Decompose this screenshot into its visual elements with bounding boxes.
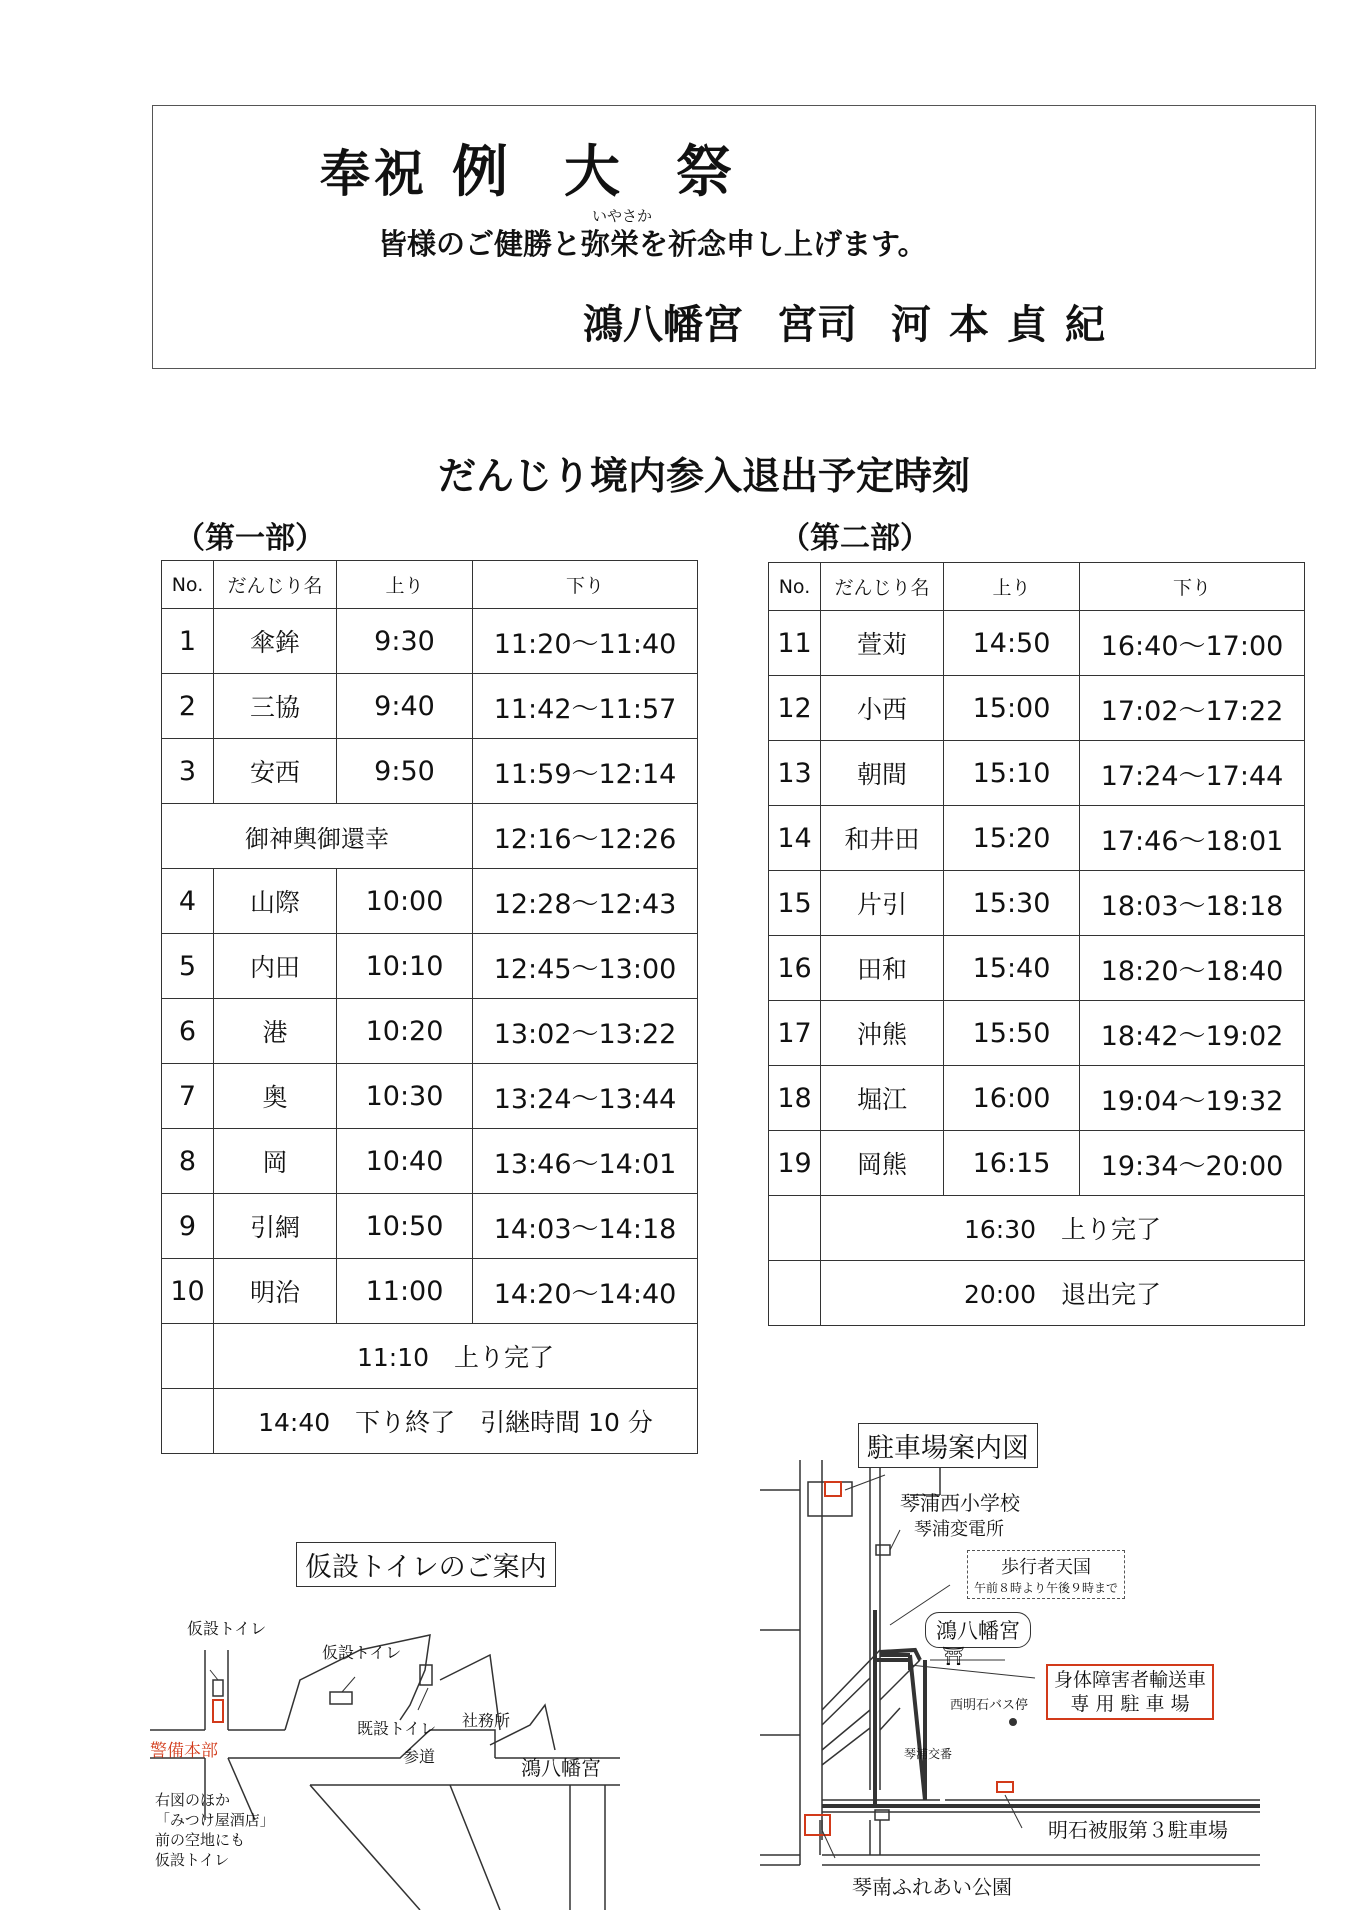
descend-time: 17:02～17:22	[1080, 676, 1305, 741]
table-header-row	[162, 561, 698, 609]
summary-row	[769, 1261, 1305, 1326]
danjiri-name: 片引	[821, 871, 944, 936]
summary-row	[162, 1389, 698, 1454]
part1-label: （第一部）	[175, 521, 325, 556]
table-row	[769, 936, 1305, 1001]
mikoshi-row	[162, 804, 698, 869]
descend-time: 17:46～18:01	[1080, 806, 1305, 871]
table-row	[162, 999, 698, 1064]
signature: 鴻八幡宮 宮司 河本貞紀	[583, 301, 1123, 348]
part2-ascend-complete: 16:30 上り完了	[821, 1196, 1305, 1261]
existing-toilet-label: 既設トイレ	[357, 1719, 437, 1738]
substation-label: 琴浦変電所	[914, 1519, 1004, 1540]
danjiri-name: 岡	[214, 1129, 337, 1194]
toilet-map-title: 仮設トイレのご案内	[296, 1542, 556, 1587]
shrine-label: 鴻八幡宮	[521, 1756, 601, 1780]
row-number: 16	[769, 936, 821, 1001]
row-number: 6	[162, 999, 214, 1064]
row-number: 9	[162, 1194, 214, 1259]
danjiri-name: 岡熊	[821, 1131, 944, 1196]
row-number: 17	[769, 1001, 821, 1066]
row-number: 12	[769, 676, 821, 741]
furigana: いやさか	[592, 207, 653, 225]
descend-time: 18:03～18:18	[1080, 871, 1305, 936]
ascend-time: 14:50	[944, 611, 1080, 676]
descend-time: 14:20～14:40	[473, 1259, 698, 1324]
ascend-time: 10:40	[337, 1129, 473, 1194]
ascend-time: 15:20	[944, 806, 1080, 871]
descend-time: 11:59～12:14	[473, 739, 698, 804]
row-number: 13	[769, 741, 821, 806]
pedestrian-label: 歩行者天国	[1001, 1557, 1091, 1578]
ascend-time: 15:50	[944, 1001, 1080, 1066]
danjiri-name: 引網	[214, 1194, 337, 1259]
danjiri-name: 萱苅	[821, 611, 944, 676]
row-number: 15	[769, 871, 821, 936]
table-row	[162, 609, 698, 674]
note-line: 右図のほか	[155, 1791, 231, 1809]
table-row	[769, 741, 1305, 806]
office-label: 社務所	[462, 1711, 511, 1730]
ascend-time: 10:50	[337, 1194, 473, 1259]
table-row	[769, 1066, 1305, 1131]
descend-time: 13:02～13:22	[473, 999, 698, 1064]
col-header: 下り	[1080, 563, 1305, 611]
ascend-time: 10:10	[337, 934, 473, 999]
part2-exit-complete: 20:00 退出完了	[821, 1261, 1305, 1326]
ascend-time: 16:00	[944, 1066, 1080, 1131]
header-title: 奉祝 例大祭	[320, 139, 788, 205]
table-row	[162, 869, 698, 934]
table-row	[769, 676, 1305, 741]
table-row	[162, 739, 698, 804]
danjiri-name: 山際	[214, 869, 337, 934]
park-label: 琴南ふれあい公園	[852, 1875, 1012, 1899]
danjiri-name: 和井田	[821, 806, 944, 871]
ascend-time: 15:10	[944, 741, 1080, 806]
ascend-time: 10:20	[337, 999, 473, 1064]
parking-map-title: 駐車場案内図	[858, 1423, 1038, 1468]
col-header: No.	[769, 563, 821, 611]
pedestrian-zone-box	[967, 1550, 1125, 1599]
row-number: 18	[769, 1066, 821, 1131]
row-number: 11	[769, 611, 821, 676]
danjiri-name: 港	[214, 999, 337, 1064]
row-number: 8	[162, 1129, 214, 1194]
col-header: No.	[162, 561, 214, 609]
descend-time: 13:24～13:44	[473, 1064, 698, 1129]
danjiri-name: 明治	[214, 1259, 337, 1324]
row-number: 5	[162, 934, 214, 999]
row-number: 3	[162, 739, 214, 804]
danjiri-name: 沖熊	[821, 1001, 944, 1066]
descend-time: 19:34～20:00	[1080, 1131, 1305, 1196]
table-row	[162, 934, 698, 999]
descend-time: 12:28～12:43	[473, 869, 698, 934]
ascend-time: 9:30	[337, 609, 473, 674]
school-label: 琴浦西小学校	[900, 1491, 1020, 1515]
danjiri-name: 奥	[214, 1064, 337, 1129]
danjiri-name: 傘鉾	[214, 609, 337, 674]
row-number: 4	[162, 869, 214, 934]
note-line: 仮設トイレ	[155, 1851, 230, 1869]
table-row	[769, 1131, 1305, 1196]
row-number: 7	[162, 1064, 214, 1129]
shrine-gate-icon: ⛩	[942, 1646, 965, 1667]
part2-table	[768, 562, 1305, 1326]
part1-table	[161, 560, 698, 1454]
ascend-time: 10:30	[337, 1064, 473, 1129]
danjiri-name: 安西	[214, 739, 337, 804]
descend-time: 11:20～11:40	[473, 609, 698, 674]
table-row	[769, 1001, 1305, 1066]
table-row	[162, 1259, 698, 1324]
empty-cell	[162, 1324, 214, 1389]
table-row	[162, 1129, 698, 1194]
descend-time: 19:04～19:32	[1080, 1066, 1305, 1131]
summary-row	[769, 1196, 1305, 1261]
approach-label: 参道	[403, 1747, 436, 1766]
danjiri-name: 内田	[214, 934, 337, 999]
hq-label: 警備本部	[150, 1741, 218, 1761]
shrine-label: 鴻八幡宮	[925, 1612, 1031, 1648]
parking3-label: 明石被服第３駐車場	[1048, 1818, 1228, 1842]
part1-descend-end: 14:40 下り終了 引継時間 10 分	[214, 1389, 698, 1454]
col-header: 下り	[473, 561, 698, 609]
disabled-parking-label: 身体障害者輸送車 専 用 駐 車 場	[1046, 1664, 1214, 1720]
danjiri-name: 朝間	[821, 741, 944, 806]
danjiri-name: 堀江	[821, 1066, 944, 1131]
summary-row	[162, 1324, 698, 1389]
mikoshi-time: 12:16～12:26	[473, 804, 698, 869]
row-number: 1	[162, 609, 214, 674]
ascend-time: 11:00	[337, 1259, 473, 1324]
table-row	[769, 806, 1305, 871]
mikoshi-label: 御神輿御還幸	[162, 804, 473, 869]
danjiri-name: 三協	[214, 674, 337, 739]
bus-stop-label: 西明石バス停	[950, 1698, 1029, 1713]
pedestrian-hours: 午前８時より午後９時まで	[974, 1581, 1119, 1595]
descend-time: 11:42～11:57	[473, 674, 698, 739]
note-line: 「みつけ屋酒店」	[155, 1811, 275, 1829]
row-number: 14	[769, 806, 821, 871]
col-header: 上り	[944, 563, 1080, 611]
empty-cell	[769, 1196, 821, 1261]
empty-cell	[162, 1389, 214, 1454]
col-header: 上り	[337, 561, 473, 609]
danjiri-name: 小西	[821, 676, 944, 741]
descend-time: 16:40～17:00	[1080, 611, 1305, 676]
descend-time: 18:20～18:40	[1080, 936, 1305, 1001]
ascend-time: 15:40	[944, 936, 1080, 1001]
table-row	[162, 1194, 698, 1259]
table-row	[162, 1064, 698, 1129]
schedule-title: だんじり境内参入退出予定時刻	[438, 454, 971, 498]
table-row	[162, 674, 698, 739]
note-line: 前の空地にも	[155, 1831, 246, 1849]
police-box-label: 琴浦交番	[904, 1747, 953, 1761]
toilet-note	[155, 1790, 275, 1870]
col-header: だんじり名	[821, 563, 944, 611]
table-row	[769, 871, 1305, 936]
descend-time: 12:45～13:00	[473, 934, 698, 999]
descend-time: 18:42～19:02	[1080, 1001, 1305, 1066]
table-row	[769, 611, 1305, 676]
row-number: 10	[162, 1259, 214, 1324]
ascend-time: 16:15	[944, 1131, 1080, 1196]
descend-time: 17:24～17:44	[1080, 741, 1305, 806]
ascend-time: 15:30	[944, 871, 1080, 936]
row-number: 19	[769, 1131, 821, 1196]
ascend-time: 15:00	[944, 676, 1080, 741]
part2-label: （第二部）	[780, 521, 930, 556]
part1-ascend-complete: 11:10 上り完了	[214, 1324, 698, 1389]
descend-time: 14:03～14:18	[473, 1194, 698, 1259]
ascend-time: 9:40	[337, 674, 473, 739]
ascend-time: 10:00	[337, 869, 473, 934]
table-header-row	[769, 563, 1305, 611]
empty-cell	[769, 1261, 821, 1326]
descend-time: 13:46～14:01	[473, 1129, 698, 1194]
danjiri-name: 田和	[821, 936, 944, 1001]
ascend-time: 9:50	[337, 739, 473, 804]
toilet-label: 仮設トイレ	[187, 1619, 267, 1638]
greeting-message: 皆様のご健勝と弥栄を祈念申し上げます。	[378, 227, 927, 261]
toilet-label: 仮設トイレ	[322, 1643, 402, 1662]
col-header: だんじり名	[214, 561, 337, 609]
row-number: 2	[162, 674, 214, 739]
